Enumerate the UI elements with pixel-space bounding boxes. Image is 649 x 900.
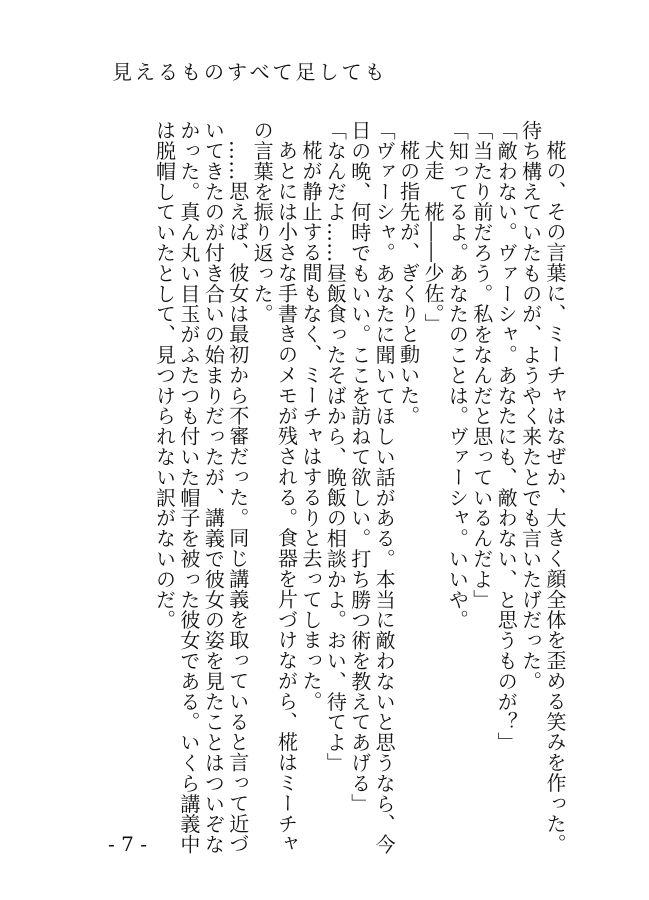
text-line: 犬走 椛――少佐。」 — [420, 140, 445, 334]
vertical-body-text — [152, 120, 567, 855]
text-line: いてきたのが付き合いの始まりだったが、講義で彼女の姿を見たことはついぞな — [201, 120, 226, 855]
text-line: 「敵わない。ヴァーシャ。あなたにも、敵わない、と思うものが？」 — [494, 120, 519, 753]
running-header: 見えるものすべて足しても — [112, 60, 388, 84]
text-line: 椛が静止する間もなく、ミーチャはするりと去ってしまった。 — [298, 140, 323, 712]
text-line: 「なんだよ……昼飯食ったそばから、晩飯の相談かよ。おい、待てよ」 — [323, 120, 348, 773]
text-line: かった。真ん丸い目玉がふたつも付いた帽子を被った彼女である。いくら講義中 — [176, 120, 201, 855]
text-line: ……思えば、彼女は最初から不審だった。同じ講義を取っていると言って近づ — [225, 140, 250, 854]
text-line: 「ヴァーシャ。あなたに聞いてほしい話がある。本当に敵わないと思うなら、今 — [372, 120, 397, 855]
text-line: 椛の指先が、ぎくりと動いた。 — [396, 140, 421, 426]
text-line: 椛の、その言葉に、ミーチャはなぜか、大きく顔全体を歪める笑みを作った。 — [543, 140, 567, 854]
text-line: あとには小さな手書きのメモが残される。食器を片づけながら、椛はミーチャ — [274, 140, 299, 854]
text-line: の言葉を振り返った。 — [250, 120, 275, 324]
page-number: - 7 - — [108, 832, 147, 856]
text-line: 待ち構えていたものが、ようやく来たとでも言いたげだった。 — [518, 120, 543, 692]
text-line: 「当たり前だろう。私をなんだと思っているんだよ」 — [469, 120, 494, 610]
text-line: は脱帽していたとして、見つけられない訳がないのだ。 — [152, 120, 177, 630]
text-line: 日の晩、何時でもいい。ここを訪ねて欲しい。打ち勝つ術を教えてあげる」 — [347, 120, 372, 814]
text-line: 「知ってるよ。あなたのことは。ヴァーシャ。いいや。 — [445, 120, 470, 630]
